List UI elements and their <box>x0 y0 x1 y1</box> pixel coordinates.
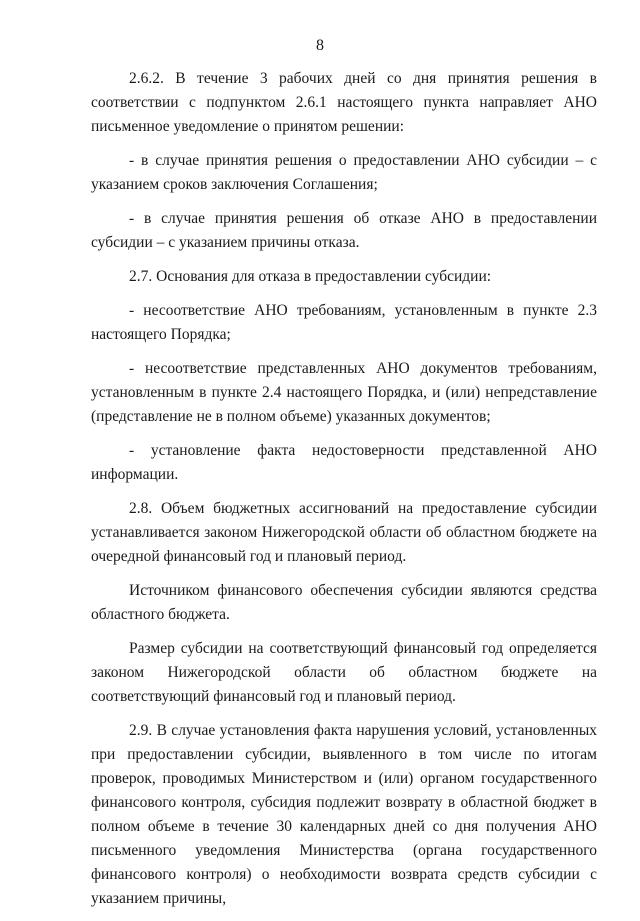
paragraph-subsidy-amount: Размер субсидии на соответствующий финансовый год определяется законом Нижегородской области об областном бюджете на соответствующий финансовый год и плановый период. <box>91 640 597 705</box>
document-body <box>91 67 597 921</box>
paragraph-2-8: 2.8. Объем бюджетных ассигнований на предоставление субсидии устанавливается законом Нижегородской области об областном бюджете на очередной финансовый год и плановый период. <box>91 500 597 565</box>
paragraph-false-information: - установление факта недостоверности представленной АНО информации. <box>91 442 597 483</box>
paragraph-grant-decision: - в случае принятия решения о предоставлении АНО субсидии – с указанием сроков заключения Соглашения; <box>91 152 597 193</box>
paragraph-requirements-mismatch: - несоответствие АНО требованиям, установленным в пункте 2.3 настоящего Порядка; <box>91 302 597 343</box>
paragraph-2-6-2: 2.6.2. В течение 3 рабочих дней со дня принятия решения в соответствии с подпунктом 2.6.1 настоящего пункта направляет АНО письменное уведомление о принятом решении: <box>91 70 597 135</box>
paragraph-documents-mismatch: - несоответствие представленных АНО документов требованиям, установленным в пункте 2.4 настоящего Порядка, и (или) непредставление (представление не в полном объеме) указанных документов; <box>91 360 597 425</box>
paragraph-funding-source: Источником финансового обеспечения субсидии являются средства областного бюджета. <box>91 582 597 623</box>
paragraph-refusal-decision: - в случае принятия решения об отказе АНО в предоставлении субсидии – с указанием причины отказа. <box>91 210 597 251</box>
paragraph-2-9: 2.9. В случае установления факта нарушения условий, установленных при предоставлении субсидии, выявленного в том числе по итогам проверок, проводимых Министерством и (или) органом государственного финансового контроля, субсидия подлежит возврату в областной бюджет в полном объеме в течение 30 календарных дней со дня получения АНО письменного уведомления Министерства (органа государственного финансового контроля) о необходимости возврата средств субсидии с указанием причины, <box>91 722 597 907</box>
page-number: 8 <box>316 37 324 54</box>
paragraph-2-7: 2.7. Основания для отказа в предоставлении субсидии: <box>129 268 492 285</box>
